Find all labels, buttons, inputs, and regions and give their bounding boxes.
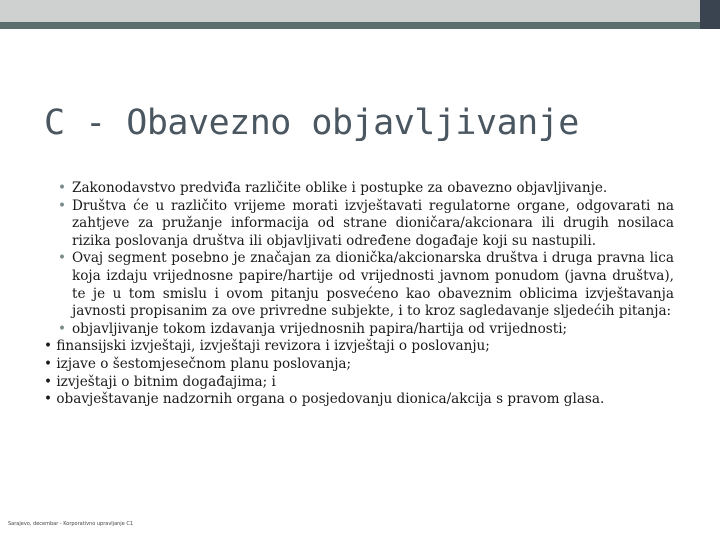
- top-decorative-bar: [0, 0, 700, 24]
- bullet-item: • Ovaj segment posebno je značajan za dionička/akcionarska društva i druga pravna lica koja izdaju vrijednosne papire/hartije od vrijednosti javnom ponudom (javna društva), te je u tom smislu i ovom pitanju posvećeno kao obaveznim oblicima izvještavanja javnosti propisanim za ove privredne subjekte, i to kroz sagledavanje sljedećih pitanja:: [44, 250, 674, 320]
- sub-item: • izvještaji o bitnim događajima; i: [44, 373, 276, 390]
- sub-item: • obavještavanje nadzornih organa o posjedovanju dionica/akcija s pravom glasa.: [44, 391, 605, 408]
- top-accent-line: [0, 22, 700, 29]
- sub-item: • izjave o šestomjesečnom planu poslovanja;: [44, 355, 352, 372]
- corner-block: [700, 0, 720, 29]
- bullet-item: • objavljivanje tokom izdavanja vrijednosnih papira/hartija od vrijednosti;: [44, 321, 674, 339]
- bullet-item: • Zakonodavstvo predviđa različite oblike i postupke za obavezno objavljivanje.: [44, 180, 674, 198]
- slide-footer: Sarajevo, decembar - Korporativno upravljanje C1: [8, 521, 134, 527]
- slide-title: C - Obavezno objavljivanje: [44, 103, 579, 143]
- bullet-list: [44, 180, 674, 409]
- bullet-item: • Društva će u različito vrijeme morati izvještavati regulatorne organe, odgovarati na zahtjeve za pružanje informacija od strane dioničara/akcionara ili drugih nosilaca rizika poslovanja društva ili objavljivati određene događaje koji su nastupili.: [44, 198, 674, 251]
- sub-item: • finansijski izvještaji, izvještaji revizora i izvještaji o poslovanju;: [44, 338, 490, 355]
- slide-content: [44, 180, 674, 409]
